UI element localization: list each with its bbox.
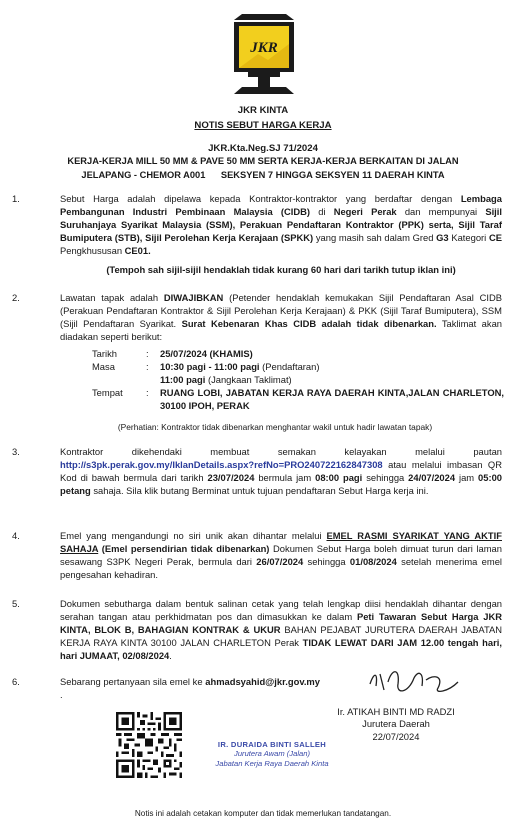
text: Pengkhususan	[60, 244, 125, 256]
schedule-label: Tarikh	[92, 348, 118, 359]
text-bold: TIDAK LEWAT DARI JAM 12.00 tengah hari, hari JUMAAT, 02/08/2024	[60, 636, 502, 661]
text-bold: DIWAJIBKAN	[163, 292, 224, 303]
text: (Petender hendaklah kemukakan Sijil Pendaftaran Asal CIDB (Perakuan Pendaftaran Kontraktor & Sijil Perolehan Kerja Kerajaan) & PKK (Sijil Taraf Bumiputera), SSM (Sijil Pendaftaran Syarikat.	[60, 292, 502, 329]
text: Sebarang pertanyaan sila emel ke	[60, 676, 206, 687]
section-2-text	[60, 292, 502, 344]
text-bold: CE	[488, 231, 502, 243]
signature-image	[288, 664, 488, 698]
schedule-date: 25/07/2024 (KHAMIS)	[160, 348, 253, 359]
schedule-label: Tempat	[92, 386, 123, 398]
text: atau melalui imbasan QR Kod di bawah bermula dari tarikh	[60, 458, 502, 483]
text-bold: 08:00 pagi	[315, 471, 363, 483]
text: .	[60, 688, 63, 700]
project-title-line2b: SEKSYEN 7 HINGGA SEKSYEN 11 DAERAH KINTA	[220, 170, 445, 180]
text-bold: CE01.	[124, 244, 151, 256]
time-note: (Pendaftaran)	[259, 360, 320, 372]
contact-email[interactable]: ahmadsyahid@jkr.gov.my	[205, 676, 320, 687]
schedule-label: Masa	[92, 360, 115, 372]
text-bold: Negeri Perak	[333, 205, 397, 217]
text: BAHAN PEJABAT JURUTERA DAERAH JABATAN KERJA RAYA KINTA 30100 JALAN CHARLETON Perak	[60, 623, 502, 648]
section-3-text	[60, 446, 502, 498]
text: Taklimat akan diadakan seperti berikut:	[60, 317, 503, 342]
signature-date: 22/07/2024	[372, 730, 420, 742]
text: Dokumen sebutharga dalam bentuk salinan cetak yang telah lengkap diisi hendaklah dihantar dengan serahan tangan atau perkhidmatan pos dan dimasukkan ke dalam	[60, 598, 502, 622]
section-1-text	[60, 193, 502, 277]
signatory-name: Ir. ATIKAH BINTI MD RADZI	[337, 706, 455, 717]
briefing-schedule	[90, 348, 526, 413]
text-bold: Peti Tawaran Sebut Harga JKR KINTA, BLOK B, BAHAGIAN KONTRAK & UKUR	[60, 610, 502, 635]
text-bold: (Emel persendirian tidak dibenarkan)	[98, 542, 270, 554]
section-6-text	[60, 676, 320, 702]
section-4-text	[60, 530, 502, 582]
qr-code[interactable]	[116, 712, 182, 778]
text-bold: EMEL RASMI SYARIKAT YANG AKTIF SAHAJA	[60, 530, 502, 554]
project-title-line1: KERJA-KERJA MILL 50 MM & PAVE 50 MM SERTA KERJA-KERJA BERKAITAN DI JALAN	[67, 156, 459, 166]
project-title-line2	[0, 169, 526, 182]
text: jam	[455, 471, 479, 483]
time-value: 10:30 pagi - 11:00 pagi	[160, 360, 260, 372]
text-bold: Sijil Suruhanjaya Syarikat Malaysia (SSM), Perakuan Pendaftaran Kontraktor (PPK) serta, Sijil Taraf Bumiputera (STB), Sijil Perolehan Kerja Kerajaan (SPKK)	[60, 205, 502, 243]
jkr-logo	[228, 12, 300, 96]
text: Lawatan tapak adalah	[60, 292, 164, 303]
text-bold: G3	[436, 231, 449, 243]
text: setelah menerima emel pengesahan kehadiran.	[60, 555, 503, 580]
stamp-title: Jurutera Awam (Jalan)	[234, 749, 310, 759]
schedule-colon: :	[146, 348, 149, 359]
text: Dokumen Sebut Harga boleh dimuat turun dari laman sesawang S3PK Negeri Perak, bermula dari	[60, 542, 502, 567]
text: sehingga	[362, 471, 409, 483]
text: di	[310, 205, 334, 217]
schedule-venue: RUANG LOBI, JABATAN KERJA RAYA DAERAH KINTA,JALAN CHARLETON, 30100 IPOH, PERAK	[160, 386, 504, 411]
s3pk-link[interactable]: http://s3pk.perak.gov.my/IklanDetails.aspx?refNo=PRO240722162847308	[60, 458, 383, 470]
schedule-time-1	[158, 361, 526, 374]
text-bold: Lembaga Pembangunan Industri Pembinaan Malaysia (CIDB)	[60, 193, 502, 217]
section-number: 6.	[12, 676, 20, 687]
stamp-name: IR. DURAIDA BINTI SALLEH	[217, 740, 327, 749]
section-number: 1.	[12, 193, 20, 204]
project-title-line2a: JELAPANG - CHEMOR A001	[81, 170, 206, 180]
official-stamp	[202, 740, 342, 768]
text-bold: 05:00 petang	[60, 471, 502, 496]
signatory-role: Jurutera Daerah	[362, 718, 430, 730]
schedule-time-2	[158, 374, 526, 387]
section-number: 4.	[12, 530, 20, 541]
text: Kategori	[448, 231, 489, 243]
text: yang masih sah dalam Gred	[313, 231, 437, 243]
text: dan mempunyai	[396, 205, 486, 217]
text: Kontraktor dikehendaki membuat semakan kelayakan melalui pautan	[60, 446, 502, 457]
logo-text: JKR	[250, 40, 278, 56]
validity-note: (Tempoh sah sijil-sijil hendaklah tidak kurang 60 hari dari tarikh tutup iklan ini)	[106, 263, 456, 275]
text-bold: 23/07/2024	[207, 471, 255, 483]
signatory-block	[276, 706, 516, 743]
text: sehingga	[303, 555, 350, 567]
stamp-department: Jabatan Kerja Raya Daerah Kinta	[215, 758, 329, 768]
footer-note: Notis ini adalah cetakan komputer dan tidak memerlukan tandatangan.	[134, 809, 392, 818]
section-number: 3.	[12, 446, 20, 457]
section-5-text	[60, 598, 502, 663]
text: sahaja. Sila klik butang Berminat untuk tujuan pendaftaran Sebut Harga kerja ini.	[90, 484, 429, 496]
schedule-colon: :	[146, 360, 149, 372]
time-note: (Jangkaan Taklimat)	[205, 373, 292, 385]
notice-title: NOTIS SEBUT HARGA KERJA	[194, 120, 332, 131]
org-name: JKR KINTA	[237, 105, 289, 116]
text-bold: 01/08/2024	[349, 555, 397, 567]
text: bermula jam	[254, 471, 316, 483]
section-number: 2.	[12, 292, 20, 303]
text: Emel yang mengandungi no siri unik akan dihantar melalui	[60, 530, 327, 541]
section-number: 5.	[12, 598, 20, 609]
reference-number: JKR.Kta.Neg.SJ 71/2024	[208, 143, 318, 154]
text-bold: 26/07/2024	[256, 555, 304, 567]
time-value: 11:00 pagi	[160, 373, 206, 385]
text: .	[169, 649, 172, 661]
text-bold: Surat Kebenaran Khas CIDB adalah tidak dibenarkan.	[181, 317, 437, 329]
schedule-colon: :	[146, 386, 149, 398]
site-visit-note: (Perhatian: Kontraktor tidak dibenarkan menghantar wakil untuk hadir lawatan tapak)	[117, 422, 433, 432]
text: Sebut Harga adalah dipelawa kepada Kontraktor-kontraktor yang berdaftar dengan	[60, 193, 453, 204]
text-bold: 24/07/2024	[408, 471, 456, 483]
